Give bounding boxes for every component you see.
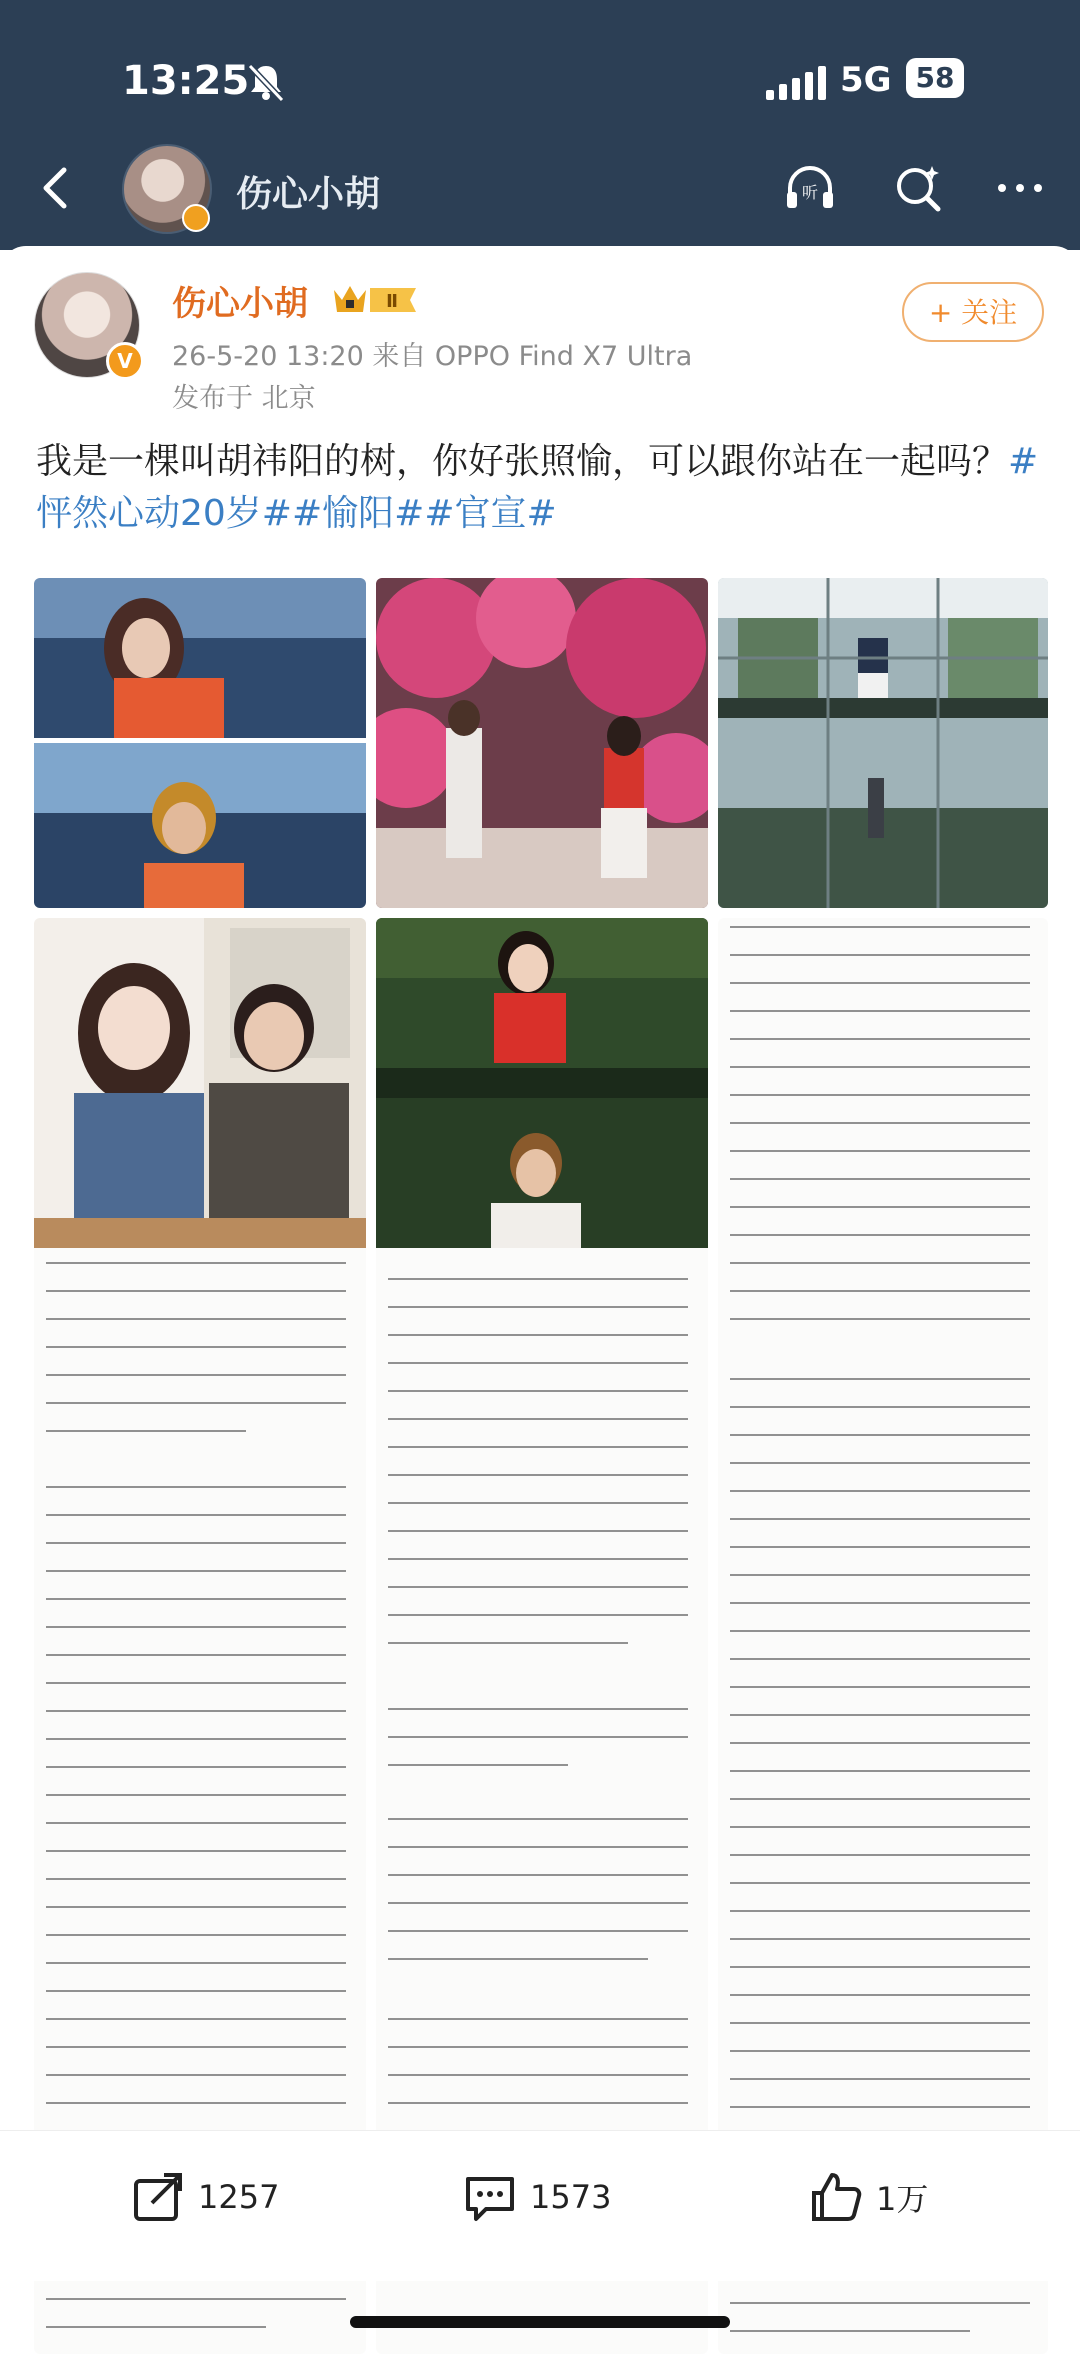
hashtag-2[interactable]: #愉阳# bbox=[291, 493, 425, 534]
signal-icon bbox=[766, 66, 831, 100]
repost-count: 1257 bbox=[198, 2178, 280, 2216]
author-name[interactable]: 伤心小胡 bbox=[172, 284, 308, 324]
verified-badge-icon bbox=[182, 204, 210, 232]
like-button[interactable] bbox=[808, 2169, 928, 2229]
thumbs-up-icon bbox=[808, 2169, 864, 2225]
listen-headphones-icon[interactable] bbox=[780, 158, 840, 218]
hashtag-3[interactable]: #官宣# bbox=[424, 493, 557, 534]
status-bar bbox=[0, 52, 1080, 112]
like-count: 1万 bbox=[876, 2180, 929, 2218]
battery-indicator: 58 bbox=[906, 58, 964, 98]
post-body: 我是一棵叫胡祎阳的树，你好张照愉，可以跟你站在一起吗？ bbox=[36, 441, 1009, 482]
mute-bell-icon bbox=[244, 60, 288, 104]
hashtag-1[interactable]: #怦然心动20岁# bbox=[36, 441, 1039, 534]
comment-count: 1573 bbox=[530, 2178, 612, 2216]
home-indicator bbox=[350, 2316, 730, 2328]
level-badge-text: Ⅱ bbox=[386, 291, 398, 312]
post-image-3-greenhouse[interactable] bbox=[718, 578, 1048, 908]
comment-icon bbox=[462, 2169, 518, 2225]
comment-button[interactable] bbox=[462, 2169, 611, 2229]
back-arrow-icon[interactable] bbox=[26, 158, 86, 218]
action-bar bbox=[0, 2130, 1080, 2281]
top-navigation bbox=[0, 140, 1080, 240]
nav-username[interactable]: 伤心小胡 bbox=[236, 174, 381, 215]
repost-icon bbox=[130, 2169, 186, 2225]
post-image-1-boat-photos[interactable] bbox=[34, 578, 366, 908]
follow-button[interactable]: + 关注 bbox=[902, 282, 1044, 342]
network-type: 5G bbox=[840, 60, 892, 100]
member-crown-badge-icon[interactable] bbox=[330, 280, 422, 320]
more-options-icon[interactable] bbox=[990, 158, 1050, 218]
search-sparkle-icon[interactable] bbox=[888, 158, 948, 218]
verified-v-icon: V bbox=[106, 342, 144, 380]
post-location: 发布于 北京 bbox=[172, 383, 316, 414]
post-image-2-flowers[interactable] bbox=[376, 578, 708, 908]
post-meta: 26-5-20 13:20 来自 OPPO Find X7 Ultra bbox=[172, 341, 693, 372]
post-text bbox=[36, 436, 1044, 540]
status-time: 13:25 bbox=[122, 58, 250, 104]
svg-text:听: 听 bbox=[801, 183, 819, 202]
post-card bbox=[0, 246, 1080, 2346]
repost-button[interactable] bbox=[130, 2169, 279, 2229]
